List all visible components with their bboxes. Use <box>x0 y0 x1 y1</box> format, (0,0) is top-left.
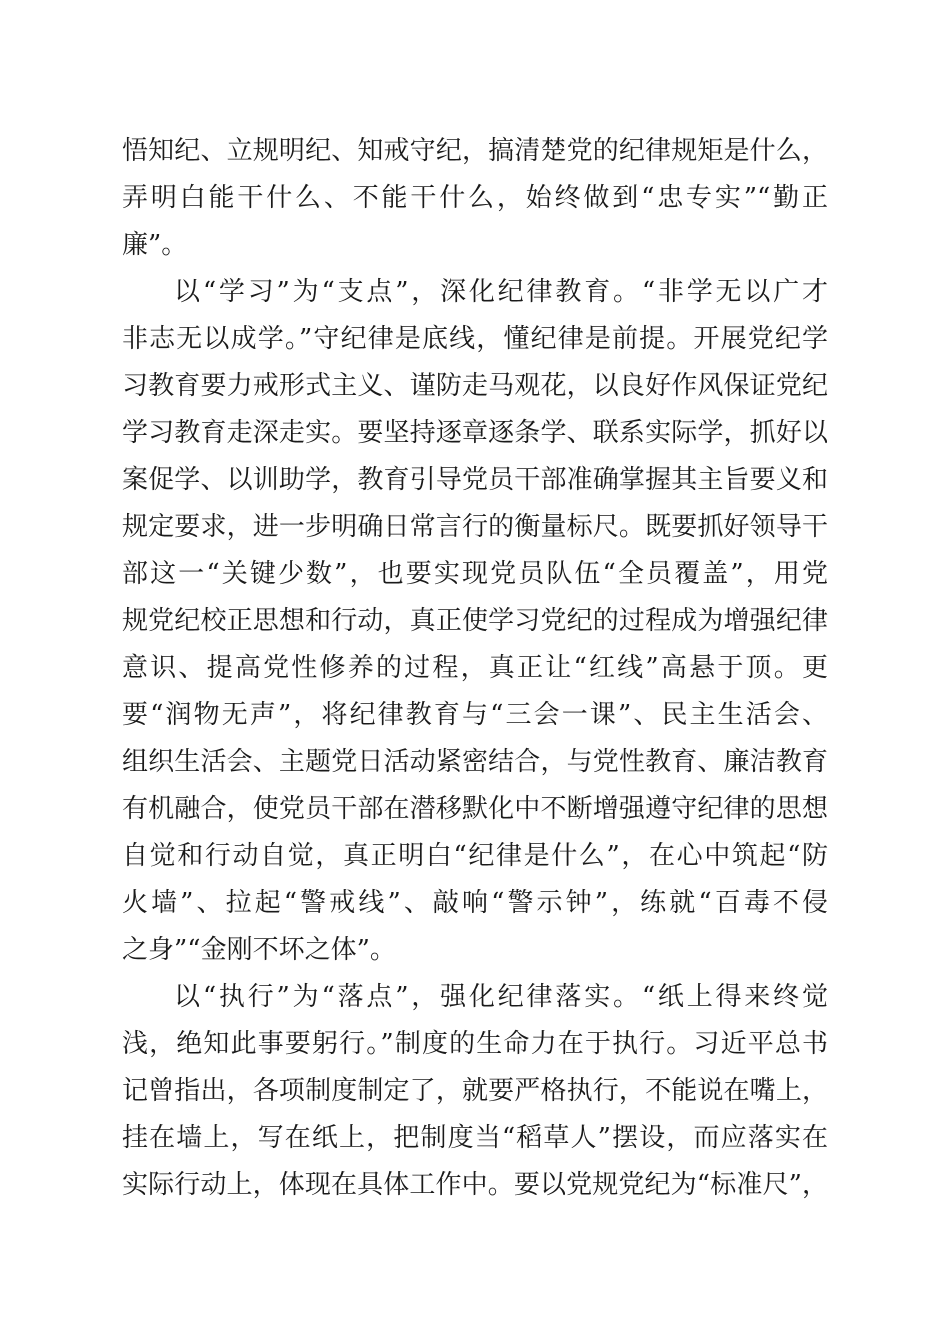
text-line: 挂在墙上，写在纸上，把制度当“稻草人”摆设，而应落实在 <box>122 1123 828 1153</box>
text-line: 要“润物无声”，将纪律教育与“三会一课”、民主生活会、 <box>122 700 828 730</box>
text-line: 规定要求，进一步明确日常言行的衡量标尺。既要抓好领导干 <box>122 512 828 542</box>
text-line: 意识、提高党性修养的过程，真正让“红线”高悬于顶。更 <box>122 653 828 683</box>
paragraph-first-line: 以“执行”为“落点”，强化纪律落实。“纸上得来终觉 <box>174 982 828 1012</box>
text-line: 习教育要力戒形式主义、谨防走马观花，以良好作风保证党纪 <box>122 371 828 401</box>
text-line: 非志无以成学。”守纪律是底线，懂纪律是前提。开展党纪学 <box>122 324 828 354</box>
text-line: 记曾指出，各项制度制定了，就要严格执行，不能说在嘴上， <box>122 1076 828 1106</box>
text-line: 规党纪校正思想和行动，真正使学习党纪的过程成为增强纪律 <box>122 606 828 636</box>
text-line: 实际行动上，体现在具体工作中。要以党规党纪为“标准尺”， <box>122 1170 828 1200</box>
text-line: 组织生活会、主题党日活动紧密结合，与党性教育、廉洁教育 <box>122 747 828 777</box>
text-line: 部这一“关键少数”，也要实现党员队伍“全员覆盖”，用党 <box>122 559 828 589</box>
text-line: 案促学、以训助学，教育引导党员干部准确掌握其主旨要义和 <box>122 465 828 495</box>
text-line: 火墙”、拉起“警戒线”、敲响“警示钟”，练就“百毒不侵 <box>122 888 828 918</box>
document-body <box>122 128 828 1209</box>
text-line: 悟知纪、立规明纪、知戒守纪，搞清楚党的纪律规矩是什么， <box>122 136 828 166</box>
paragraph-first-line: 以“学习”为“支点”，深化纪律教育。“非学无以广才 <box>174 277 828 307</box>
text-line: 有机融合，使党员干部在潜移默化中不断增强遵守纪律的思想 <box>122 794 828 824</box>
text-line: 自觉和行动自觉，真正明白“纪律是什么”，在心中筑起“防 <box>122 841 828 871</box>
text-line: 之身”“金刚不坏之体”。 <box>122 935 396 965</box>
text-line: 弄明白能干什么、不能干什么，始终做到“忠专实”“勤正 <box>122 183 828 213</box>
text-line: 学习教育走深走实。要坚持逐章逐条学、联系实际学，抓好以 <box>122 418 828 448</box>
text-line: 浅，绝知此事要躬行。”制度的生命力在于执行。习近平总书 <box>122 1029 828 1059</box>
text-line: 廉”。 <box>122 230 188 260</box>
